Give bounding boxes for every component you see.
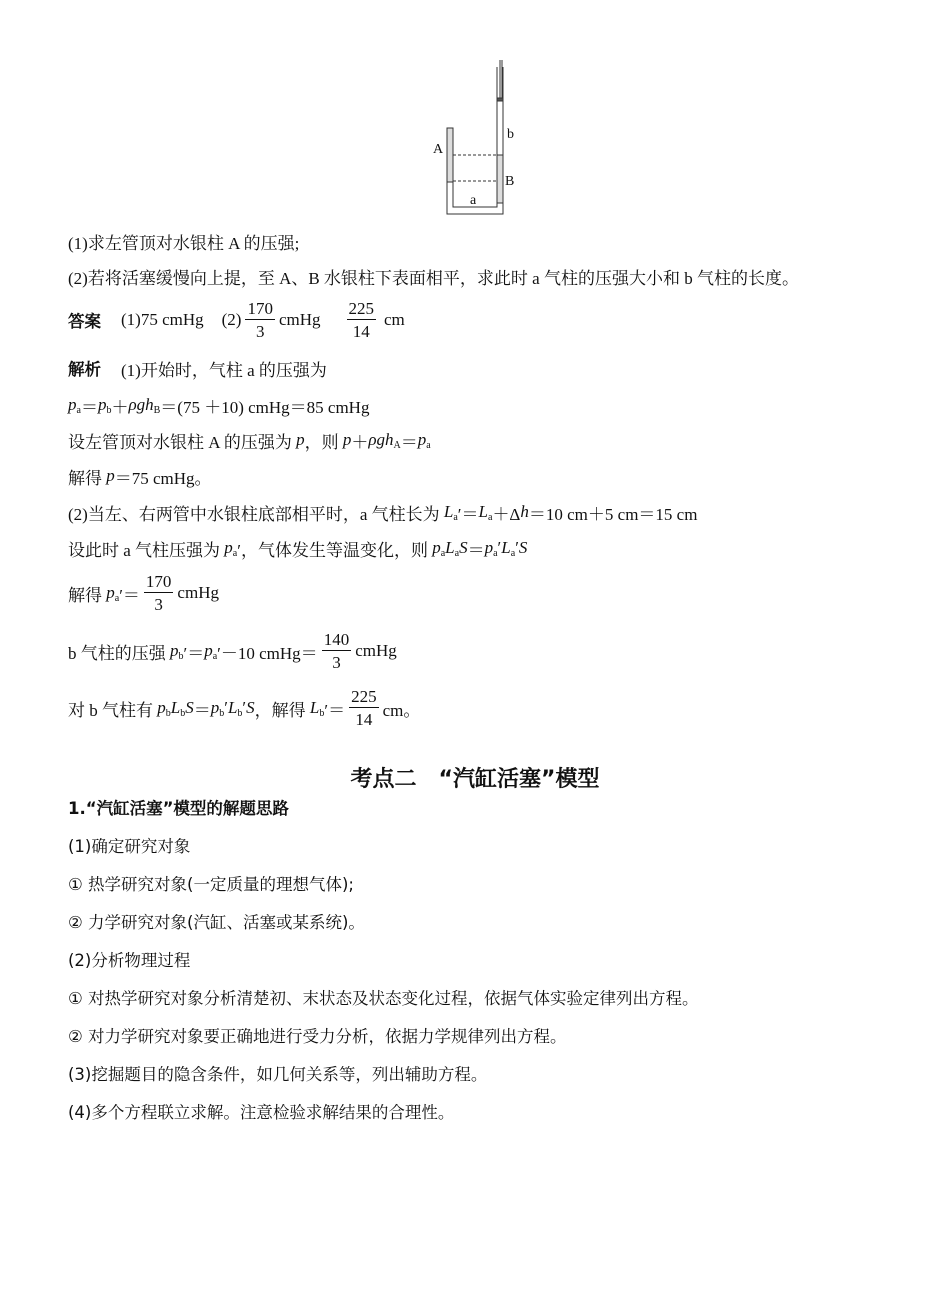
text: ′ — [497, 538, 502, 557]
math-symbol: $p_b$ — [170, 640, 184, 662]
math-symbol: $p_a$ — [204, 640, 218, 662]
math-symbol: $L_a$ — [501, 537, 516, 559]
analysis-line — [68, 456, 212, 496]
question-2: (2)若将活塞缓慢向上提，至 A、B 水银柱下表面相平，求此时 a 气柱的压强大小和 b 气柱的长度。 — [68, 268, 799, 288]
unit: cmHg — [278, 310, 321, 329]
analysis-line — [68, 573, 219, 613]
analysis-line — [68, 631, 397, 671]
section-line: (2)分析物理过程 — [68, 951, 191, 970]
math-symbol: ρgh$_A$ — [368, 429, 401, 451]
analysis-line — [68, 420, 431, 460]
math-symbol: h — [520, 502, 529, 521]
analysis-line — [68, 385, 369, 425]
fraction: $\frac{140}{3}$ — [323, 630, 350, 672]
text: ＝ — [80, 397, 98, 417]
section-line: ② 对力学研究对象要正确地进行受力分析，依据力学规律列出方程。 — [68, 1027, 567, 1046]
math-symbol: $L_b$ — [170, 697, 186, 719]
math-symbol: $p_b$ — [210, 697, 225, 719]
math-symbol: ρgh$_B$ — [128, 394, 161, 416]
math-symbol: p — [296, 430, 305, 449]
text: ′ — [242, 698, 247, 717]
label-a: a — [470, 193, 477, 208]
dashed-level-lines — [453, 155, 497, 181]
math-symbol: $L_a$ — [443, 501, 458, 523]
mercury-column-a — [447, 128, 453, 182]
math-symbol: $p_b$ — [157, 697, 171, 719]
math-symbol: $p_a$ — [417, 429, 431, 451]
fraction: $\frac{225}{14}$ — [351, 687, 377, 729]
analysis-label: 解析 — [68, 360, 101, 379]
math-symbol: $L_a$ — [445, 537, 460, 559]
analysis-line — [68, 348, 327, 388]
text: 解得 — [68, 585, 107, 605]
text: ，则 — [304, 432, 343, 452]
unit: cm — [384, 310, 405, 329]
math-symbol: p — [106, 466, 115, 485]
math-symbol: $L_a$ — [478, 501, 493, 523]
section-line: ① 热学研究对象(一定质量的理想气体); — [68, 875, 354, 894]
math-symbol: $p_b$ — [97, 394, 112, 416]
text: ′－10 cmHg＝ — [217, 643, 318, 663]
text: ′＝ — [183, 643, 205, 663]
u-tube-diagram — [420, 60, 540, 220]
text: 对 b 气柱有 — [68, 700, 158, 720]
section-line: 1.“汽缸活塞”模型的解题思路 — [68, 799, 289, 818]
answer-part2: (2) — [221, 310, 242, 329]
text: ′＝ — [457, 504, 479, 524]
math-symbol: $p_a$ — [432, 537, 446, 559]
math-symbol: S — [246, 698, 255, 717]
math-symbol: S — [185, 698, 194, 717]
label-A: A — [433, 142, 444, 157]
answer-label: 答案 — [68, 312, 101, 331]
text: ＝(75 ＋10) cmHg＝85 cmHg — [160, 397, 370, 417]
analysis-line — [68, 528, 527, 568]
text: ′ — [515, 538, 519, 557]
answer-line — [68, 300, 405, 340]
math-symbol: $p_a$ — [224, 537, 238, 559]
text: 设此时 a 气柱压强为 — [68, 540, 225, 560]
text: ′＝ — [324, 700, 346, 720]
section-line: (1)确定研究对象 — [68, 837, 191, 856]
text: ＋ — [111, 397, 129, 417]
text: 解得 — [68, 468, 107, 488]
math-symbol: $p_a$ — [484, 537, 498, 559]
text: b 气柱的压强 — [68, 643, 170, 663]
fraction: $\frac{170}{3}$ — [247, 299, 273, 341]
text: ′＝ — [119, 585, 140, 605]
text: cmHg — [177, 583, 219, 602]
text: (2)当左、右两管中水银柱底部相平时，a 气柱长为 — [68, 504, 444, 524]
math-symbol: S — [459, 538, 468, 557]
text: ，解得 — [254, 700, 310, 720]
text: ＝75 cmHg。 — [114, 468, 212, 488]
answer-part1: (1)75 cmHg — [121, 310, 204, 329]
text: ＝ — [193, 700, 211, 720]
fraction: $\frac{225}{14}$ — [348, 299, 374, 341]
text: ′，气体发生等温变化，则 — [237, 540, 433, 560]
math-symbol: $L_b$ — [309, 697, 325, 719]
section-line: ① 对热学研究对象分析清楚初、末状态及状态变化过程，依据气体实验定律列出方程。 — [68, 989, 699, 1008]
text: ＋Δ — [492, 504, 521, 524]
text: (1)开始时，气柱 a 的压强为 — [121, 360, 327, 380]
piston — [497, 98, 503, 101]
label-b: b — [507, 127, 514, 142]
analysis-line — [68, 688, 420, 728]
label-B: B — [505, 174, 515, 189]
math-symbol: S — [518, 538, 528, 557]
text: ＋ — [351, 432, 369, 452]
text: ＝ — [467, 540, 485, 560]
section-line: ② 力学研究对象(汽缸、活塞或某系统)。 — [68, 913, 365, 932]
u-tube — [447, 67, 503, 214]
section-heading: 考点二 “汽缸活塞”模型 — [350, 767, 600, 792]
text: cmHg — [355, 641, 397, 660]
analysis-line — [68, 492, 697, 532]
section-line: (3)挖掘题目的隐含条件，如几何关系等，列出辅助方程。 — [68, 1065, 488, 1084]
math-symbol: $p_a$ — [106, 582, 120, 604]
question-1: (1)求左管顶对水银柱 A 的压强; — [68, 233, 300, 253]
text: ＝10 cm＋5 cm＝15 cm — [528, 504, 698, 524]
math-symbol: $p_a$ — [68, 394, 81, 416]
math-symbol: p — [342, 430, 352, 449]
section-line: (4)多个方程联立求解。注意检验求解结果的合理性。 — [68, 1103, 455, 1122]
text: ′ — [224, 698, 228, 717]
text: cm。 — [382, 700, 421, 720]
math-symbol: $L_b$ — [227, 697, 243, 719]
text: 设左管顶对水银柱 A 的压强为 — [68, 432, 297, 452]
fraction: $\frac{170}{3}$ — [145, 572, 172, 614]
text: ＝ — [400, 432, 418, 452]
mercury-column-b — [497, 155, 503, 203]
